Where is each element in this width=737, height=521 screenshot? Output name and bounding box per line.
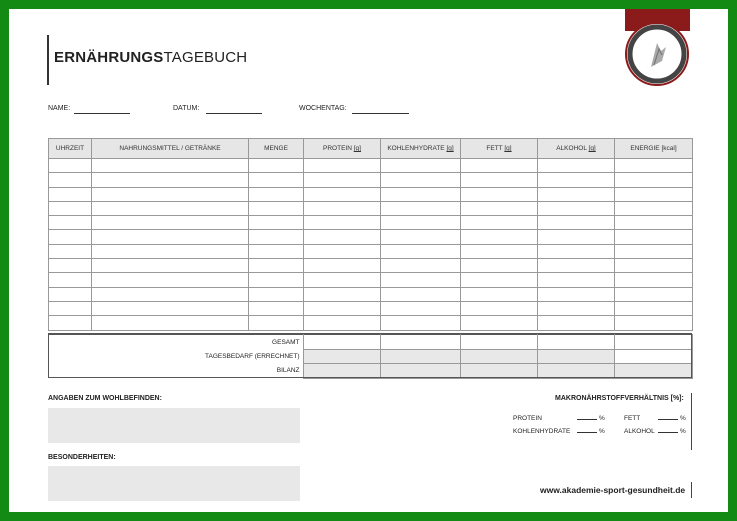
table-cell[interactable] xyxy=(92,273,249,287)
table-cell[interactable] xyxy=(381,244,461,258)
table-cell[interactable] xyxy=(381,301,461,315)
table-cell[interactable] xyxy=(92,216,249,230)
table-cell[interactable] xyxy=(615,301,693,315)
alkohol-field[interactable] xyxy=(658,432,678,433)
food-log-table xyxy=(48,138,693,331)
table-cell[interactable] xyxy=(249,301,304,315)
table-cell[interactable] xyxy=(461,173,538,187)
table-cell[interactable] xyxy=(461,216,538,230)
table-row xyxy=(49,301,693,315)
table-cell[interactable] xyxy=(538,216,615,230)
table-cell[interactable] xyxy=(49,301,92,315)
datum-field[interactable] xyxy=(206,113,262,114)
macro-divider xyxy=(691,393,692,450)
table-cell[interactable] xyxy=(461,287,538,301)
table-cell[interactable] xyxy=(49,187,92,201)
table-row xyxy=(49,187,693,201)
summary-label: GESAMT xyxy=(48,335,303,350)
summary-cell[interactable] xyxy=(380,349,460,364)
table-cell[interactable] xyxy=(249,159,304,173)
table-cell[interactable] xyxy=(615,159,693,173)
table-cell[interactable] xyxy=(304,173,381,187)
macro-protein: PROTEIN % xyxy=(513,415,605,422)
table-cell[interactable] xyxy=(249,244,304,258)
table-cell[interactable] xyxy=(615,187,693,201)
table-cell[interactable] xyxy=(92,201,249,215)
table-row xyxy=(49,273,693,287)
name-label: NAME: xyxy=(48,105,71,112)
table-cell[interactable] xyxy=(381,287,461,301)
table-cell[interactable] xyxy=(92,301,249,315)
wochentag-field[interactable] xyxy=(352,113,409,114)
table-cell[interactable] xyxy=(538,287,615,301)
table-cell[interactable] xyxy=(49,230,92,244)
summary-cell[interactable] xyxy=(380,335,460,350)
table-row xyxy=(49,216,693,230)
table-cell[interactable] xyxy=(615,216,693,230)
table-cell[interactable] xyxy=(249,230,304,244)
summary-table xyxy=(48,334,693,379)
table-cell[interactable] xyxy=(615,201,693,215)
table-row xyxy=(49,259,693,273)
table-cell[interactable] xyxy=(615,316,693,330)
table-row xyxy=(49,230,693,244)
table-cell[interactable] xyxy=(92,259,249,273)
table-cell[interactable] xyxy=(461,201,538,215)
table-cell[interactable] xyxy=(381,230,461,244)
table-cell[interactable] xyxy=(538,230,615,244)
table-cell[interactable] xyxy=(92,187,249,201)
table-row xyxy=(49,244,693,258)
col-nahrungsmittel: NAHRUNGSMITTEL / GETRÄNKE xyxy=(92,139,249,159)
table-cell[interactable] xyxy=(304,201,381,215)
table-cell[interactable] xyxy=(249,216,304,230)
col-protein: PROTEIN [g] xyxy=(304,139,381,159)
table-cell[interactable] xyxy=(304,216,381,230)
wellbeing-label: ANGABEN ZUM WOHLBEFINDEN: xyxy=(48,395,162,402)
table-cell[interactable] xyxy=(249,173,304,187)
table-cell[interactable] xyxy=(615,173,693,187)
table-cell[interactable] xyxy=(538,259,615,273)
datum-label: DATUM: xyxy=(173,105,200,112)
table-cell[interactable] xyxy=(461,316,538,330)
summary-cell[interactable] xyxy=(460,364,537,379)
table-cell[interactable] xyxy=(49,244,92,258)
table-cell[interactable] xyxy=(49,259,92,273)
table-row xyxy=(49,316,693,330)
macro-title: MAKRONÄHRSTOFFVERHÄLTNIS [%]: xyxy=(555,395,684,402)
macro-kohlenhydrate: KOHLENHYDRATE % xyxy=(513,428,605,435)
summary-label: BILANZ xyxy=(48,364,303,379)
diary-sheet xyxy=(9,9,728,512)
table-cell[interactable] xyxy=(49,316,92,330)
macro-alkohol: ALKOHOL % xyxy=(624,428,686,435)
academy-logo-icon xyxy=(624,21,690,87)
table-cell[interactable] xyxy=(461,187,538,201)
special-label: BESONDERHEITEN: xyxy=(48,454,116,461)
table-cell[interactable] xyxy=(538,159,615,173)
macro-fett: FETT % xyxy=(624,415,686,422)
table-row xyxy=(49,159,693,173)
table-cell[interactable] xyxy=(615,273,693,287)
table-cell[interactable] xyxy=(538,173,615,187)
table-cell[interactable] xyxy=(304,230,381,244)
title-accent-bar xyxy=(47,35,49,85)
table-cell[interactable] xyxy=(381,259,461,273)
summary-row-tagesbedarf xyxy=(48,349,692,364)
table-cell[interactable] xyxy=(249,201,304,215)
summary-cell[interactable] xyxy=(614,349,692,364)
table-cell[interactable] xyxy=(92,159,249,173)
table-cell[interactable] xyxy=(461,259,538,273)
table-cell[interactable] xyxy=(49,273,92,287)
table-cell[interactable] xyxy=(461,244,538,258)
table-cell[interactable] xyxy=(461,301,538,315)
table-cell[interactable] xyxy=(381,159,461,173)
table-cell[interactable] xyxy=(304,244,381,258)
summary-cell[interactable] xyxy=(303,335,380,350)
summary-cell[interactable] xyxy=(380,364,460,379)
table-cell[interactable] xyxy=(92,230,249,244)
table-cell[interactable] xyxy=(461,159,538,173)
table-cell[interactable] xyxy=(304,259,381,273)
table-cell[interactable] xyxy=(304,187,381,201)
fett-field[interactable] xyxy=(658,419,678,420)
table-row xyxy=(49,201,693,215)
table-cell[interactable] xyxy=(304,316,381,330)
table-cell[interactable] xyxy=(249,287,304,301)
table-cell[interactable] xyxy=(538,316,615,330)
table-cell[interactable] xyxy=(49,201,92,215)
special-field[interactable] xyxy=(48,466,300,501)
protein-field[interactable] xyxy=(577,419,597,420)
table-cell[interactable] xyxy=(92,173,249,187)
summary-cell[interactable] xyxy=(460,335,537,350)
name-field[interactable] xyxy=(74,113,130,114)
table-cell[interactable] xyxy=(304,287,381,301)
table-header-row xyxy=(49,139,693,159)
col-alkohol: ALKOHOL [g] xyxy=(538,139,615,159)
table-cell[interactable] xyxy=(92,287,249,301)
table-cell[interactable] xyxy=(249,273,304,287)
table-cell[interactable] xyxy=(49,159,92,173)
summary-cell[interactable] xyxy=(537,335,614,350)
summary-cell[interactable] xyxy=(537,364,614,379)
table-cell[interactable] xyxy=(92,316,249,330)
summary-row-bilanz xyxy=(48,364,692,379)
url-divider xyxy=(691,482,692,498)
table-cell[interactable] xyxy=(615,287,693,301)
table-cell[interactable] xyxy=(249,259,304,273)
col-menge: MENGE xyxy=(249,139,304,159)
summary-cell[interactable] xyxy=(303,364,380,379)
food-log-body xyxy=(49,159,693,331)
kohlenhydrate-field[interactable] xyxy=(577,432,597,433)
table-cell[interactable] xyxy=(538,273,615,287)
table-cell[interactable] xyxy=(249,187,304,201)
table-cell[interactable] xyxy=(381,187,461,201)
summary-label: TAGESBEDARF (ERRECHNET) xyxy=(48,349,303,364)
summary-cell[interactable] xyxy=(460,349,537,364)
table-row xyxy=(49,287,693,301)
website-url: www.akademie-sport-gesundheit.de xyxy=(540,485,686,495)
col-kohlenhydrate: KOHLENHYDRATE [g] xyxy=(381,139,461,159)
col-fett: FETT [g] xyxy=(461,139,538,159)
table-cell[interactable] xyxy=(49,216,92,230)
table-cell[interactable] xyxy=(249,316,304,330)
table-cell[interactable] xyxy=(538,187,615,201)
table-cell[interactable] xyxy=(49,173,92,187)
table-cell[interactable] xyxy=(538,301,615,315)
table-cell[interactable] xyxy=(381,173,461,187)
table-cell[interactable] xyxy=(304,301,381,315)
table-cell[interactable] xyxy=(615,244,693,258)
summary-row-gesamt xyxy=(48,335,692,350)
table-cell[interactable] xyxy=(615,230,693,244)
col-energie: ENERGIE [kcal] xyxy=(615,139,693,159)
table-cell[interactable] xyxy=(381,316,461,330)
wellbeing-field[interactable] xyxy=(48,408,300,443)
table-cell[interactable] xyxy=(381,216,461,230)
table-cell[interactable] xyxy=(381,201,461,215)
table-cell[interactable] xyxy=(304,159,381,173)
table-cell[interactable] xyxy=(538,201,615,215)
table-cell[interactable] xyxy=(304,273,381,287)
summary-cell[interactable] xyxy=(303,349,380,364)
col-uhrzeit: UHRZEIT xyxy=(49,139,92,159)
summary-cell[interactable] xyxy=(614,335,692,350)
summary-cell[interactable] xyxy=(537,349,614,364)
table-row xyxy=(49,173,693,187)
table-cell[interactable] xyxy=(538,244,615,258)
table-cell[interactable] xyxy=(461,273,538,287)
table-cell[interactable] xyxy=(461,230,538,244)
table-cell[interactable] xyxy=(615,259,693,273)
summary-cell[interactable] xyxy=(614,364,692,379)
table-cell[interactable] xyxy=(381,273,461,287)
table-cell[interactable] xyxy=(92,244,249,258)
table-cell[interactable] xyxy=(49,287,92,301)
wochentag-label: WOCHENTAG: xyxy=(299,105,347,112)
page-title: ERNÄHRUNGSTAGEBUCH xyxy=(54,49,248,66)
